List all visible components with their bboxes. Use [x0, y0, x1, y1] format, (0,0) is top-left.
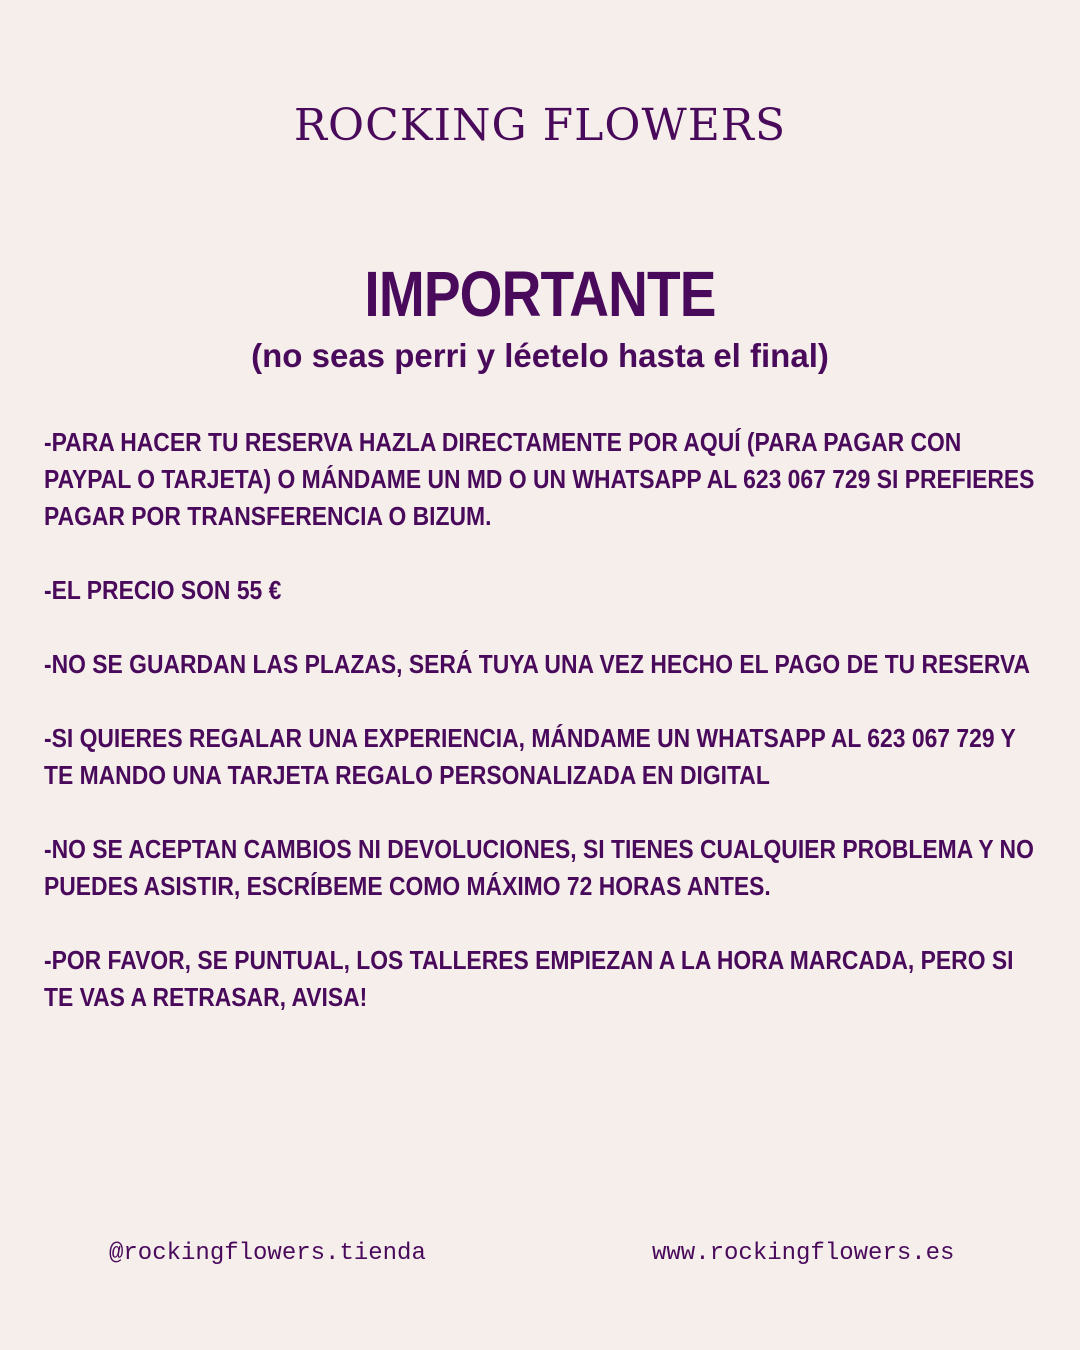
page-title: IMPORTANTE	[364, 258, 716, 330]
rule-reservation: -PARA HACER TU RESERVA HAZLA DIRECTAMENTE POR AQUÍ (PARA PAGAR CON PAYPAL O TARJETA) O MÁNDAME UN MD O UN WHATSAPP AL 623 067 729 SI PREFIERES PAGAR POR TRANSFERENCIA O BIZUM.	[44, 427, 1035, 531]
rule-refunds: -NO SE ACEPTAN CAMBIOS NI DEVOLUCIONES, SI TIENES CUALQUIER PROBLEMA Y NO PUEDES ASISTIR, ESCRÍBEME COMO MÁXIMO 72 HORAS ANTES.	[44, 834, 1034, 901]
rule-price: -EL PRECIO SON 55 €	[44, 575, 282, 605]
page-subtitle: (no seas perri y léetelo hasta el final)	[251, 337, 829, 374]
rule-places: -NO SE GUARDAN LAS PLAZAS, SERÁ TUYA UNA VEZ HECHO EL PAGO DE TU RESERVA	[44, 649, 1031, 679]
instagram-handle: @rockingflowers.tienda	[109, 1240, 426, 1267]
rules-list	[44, 424, 1044, 1053]
rule-punctuality: -POR FAVOR, SE PUNTUAL, LOS TALLERES EMPIEZAN A LA HORA MARCADA, PERO SI TE VAS A RETRASAR, AVISA!	[44, 945, 1014, 1012]
brand-logo: ROCKING FLOWERS	[293, 100, 787, 151]
website-url: www.rockingflowers.es	[652, 1240, 955, 1267]
rule-gift: -SI QUIERES REGALAR UNA EXPERIENCIA, MÁNDAME UN WHATSAPP AL 623 067 729 Y TE MANDO UNA TARJETA REGALO PERSONALIZADA EN DIGITAL	[44, 723, 1016, 790]
